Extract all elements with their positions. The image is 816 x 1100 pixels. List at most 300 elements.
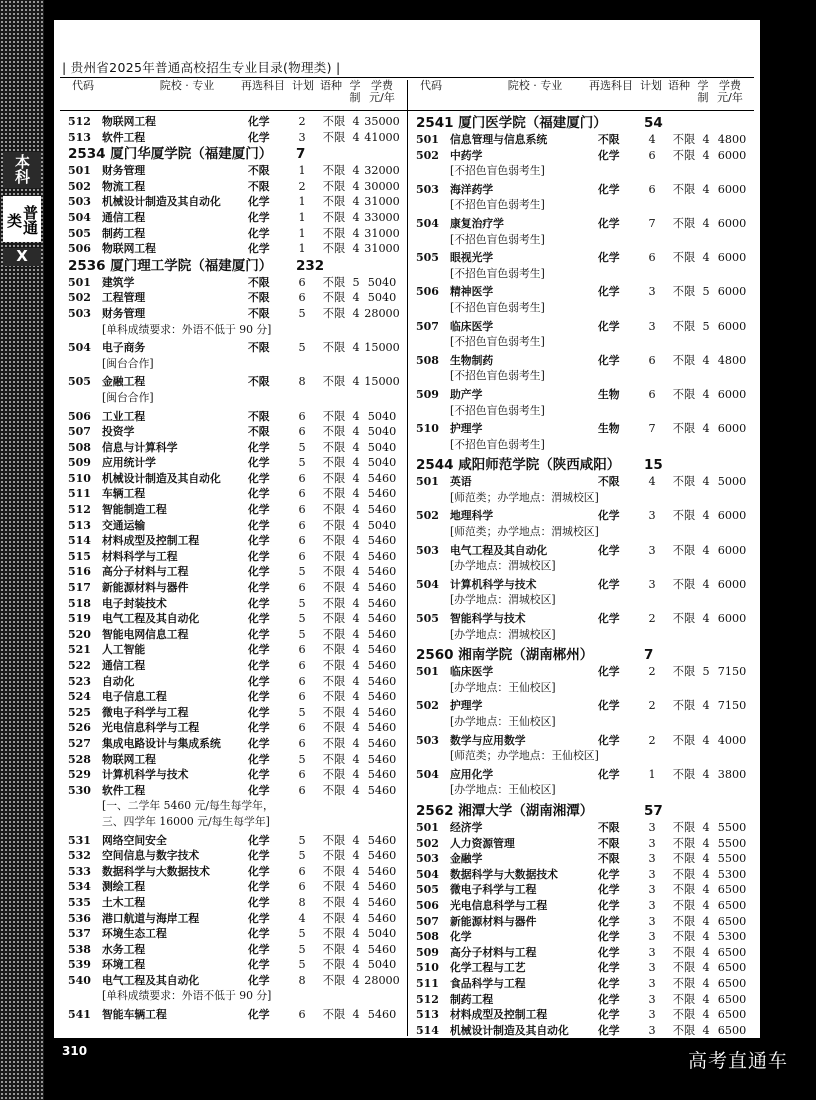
- language: 不限: [322, 549, 346, 563]
- years: 4: [352, 440, 360, 454]
- major-code: 501: [68, 164, 91, 178]
- plan-count: 6: [298, 409, 306, 423]
- tuition-fee: 3800: [717, 767, 747, 781]
- language: 不限: [672, 182, 696, 196]
- tuition-fee: 4800: [717, 353, 747, 367]
- major-code: 501: [416, 475, 439, 489]
- plan-count: 2: [648, 699, 656, 713]
- plan-count: 3: [648, 945, 656, 959]
- years: 4: [352, 471, 360, 485]
- table-row: [68, 502, 403, 518]
- language: 不限: [672, 319, 696, 333]
- years: 4: [352, 927, 360, 941]
- years: 4: [352, 768, 360, 782]
- major-code: 501: [68, 275, 91, 289]
- plan-count: 6: [298, 1008, 306, 1022]
- major-name: 助产学: [450, 387, 483, 401]
- note-text: [办学地点：渭城校区]: [450, 559, 556, 573]
- major-name: 智能制造工程: [102, 503, 167, 517]
- language: 不限: [322, 627, 346, 641]
- major-name: 环境生态工程: [102, 927, 167, 941]
- major-name: 新能源材料与器件: [450, 914, 537, 928]
- school-name: 2560 湘南学院（湖南郴州）: [416, 647, 594, 664]
- years: 4: [352, 565, 360, 579]
- note-text: [不招色盲色弱考生]: [450, 437, 545, 451]
- table-row: [68, 424, 403, 440]
- major-code: 512: [416, 992, 439, 1006]
- major-note: [416, 714, 756, 730]
- language: 不限: [672, 612, 696, 626]
- subject-requirement: 不限: [598, 836, 620, 850]
- plan-count: 2: [648, 612, 656, 626]
- subject-requirement: 化学: [598, 543, 620, 557]
- language: 不限: [672, 836, 696, 850]
- table-row: [68, 833, 403, 849]
- years: 4: [352, 409, 360, 423]
- plan-count: 8: [298, 375, 306, 389]
- note-text: [师范类；办学地点：王仙校区]: [450, 749, 599, 763]
- tuition-fee: 28000: [364, 306, 400, 320]
- language: 不限: [672, 867, 696, 881]
- language: 不限: [672, 976, 696, 990]
- major-code: 501: [416, 820, 439, 834]
- subject-requirement: 化学: [248, 115, 270, 128]
- table-row: [68, 275, 403, 291]
- table-row: [416, 882, 756, 898]
- major-name: 投资学: [102, 425, 135, 439]
- subject-requirement: 化学: [598, 930, 620, 944]
- tuition-fee: 5460: [367, 833, 397, 847]
- table-row: [416, 867, 756, 883]
- language: 不限: [322, 736, 346, 750]
- tuition-fee: 5500: [717, 836, 747, 850]
- years: 4: [702, 543, 710, 557]
- years: 4: [352, 503, 360, 517]
- tuition-fee: 4000: [717, 733, 747, 747]
- table-row: [416, 182, 756, 198]
- col-code: 代码: [72, 79, 94, 92]
- language: 不限: [322, 942, 346, 956]
- plan-count: 3: [648, 509, 656, 523]
- language: 不限: [322, 471, 346, 485]
- subject-requirement: 化学: [248, 210, 270, 224]
- language: 不限: [672, 422, 696, 436]
- plan-count: 5: [298, 958, 306, 972]
- major-note: [416, 490, 756, 506]
- language: 不限: [322, 275, 346, 289]
- years: 4: [352, 179, 360, 193]
- major-name: 机械设计制造及其自动化: [102, 471, 221, 485]
- table-row: [68, 226, 403, 242]
- plan-count: 2: [298, 115, 306, 128]
- subject-requirement: 化学: [248, 1008, 270, 1022]
- language: 不限: [322, 456, 346, 470]
- major-name: 应用化学: [450, 767, 494, 781]
- years: 4: [702, 733, 710, 747]
- plan-count: 3: [648, 1008, 656, 1022]
- major-note: [416, 163, 756, 179]
- subject-requirement: 不限: [248, 275, 270, 289]
- table-row: [68, 163, 403, 179]
- tuition-fee: 28000: [364, 973, 400, 987]
- language: 不限: [322, 783, 346, 797]
- tuition-fee: 41000: [364, 130, 400, 144]
- major-note: [68, 390, 403, 406]
- years: 4: [352, 164, 360, 178]
- tuition-fee: 6000: [717, 543, 747, 557]
- years: 4: [702, 148, 710, 162]
- subject-requirement: 不限: [248, 306, 270, 320]
- years: 4: [352, 880, 360, 894]
- major-name: 食品科学与工程: [450, 976, 526, 990]
- major-code: 537: [68, 927, 91, 941]
- plan-count: 5: [298, 456, 306, 470]
- major-code: 516: [68, 565, 91, 579]
- table-row: [416, 851, 756, 867]
- major-name: 智能科学与技术: [450, 612, 526, 626]
- language: 不限: [322, 674, 346, 688]
- language: 不限: [322, 721, 346, 735]
- plan-count: 6: [298, 503, 306, 517]
- major-name: 材料成型及控制工程: [450, 1008, 548, 1022]
- subject-requirement: 化学: [248, 440, 270, 454]
- major-code: 513: [416, 1008, 439, 1022]
- plan-count: 3: [648, 1023, 656, 1037]
- note-text: [单科成绩要求：外语不低于 90 分]: [102, 989, 272, 1003]
- tuition-fee: 5500: [717, 820, 747, 834]
- subject-requirement: 化学: [598, 976, 620, 990]
- language: 不限: [672, 820, 696, 834]
- tuition-fee: 6500: [717, 1023, 747, 1037]
- table-row: [68, 471, 403, 487]
- major-code: 507: [416, 319, 439, 333]
- plan-count: 3: [648, 285, 656, 299]
- note-text: [不招色盲色弱考生]: [450, 266, 545, 280]
- subject-requirement: 不限: [598, 475, 620, 489]
- tuition-fee: 5460: [367, 581, 397, 595]
- table-row: [68, 926, 403, 942]
- major-name: 财务管理: [102, 164, 146, 178]
- col-language: 语种: [320, 79, 342, 92]
- subject-requirement: 化学: [248, 503, 270, 517]
- major-note: [416, 524, 756, 540]
- major-code: 507: [416, 914, 439, 928]
- plan-count: 6: [298, 721, 306, 735]
- table-row: [68, 409, 403, 425]
- plan-count: 5: [298, 833, 306, 847]
- col-school-major: 院校 · 专业: [159, 79, 215, 92]
- major-name: 眼视光学: [450, 251, 494, 265]
- years: 4: [702, 930, 710, 944]
- major-name: 智能车辆工程: [102, 1008, 167, 1022]
- note-text: [不招色盲色弱考生]: [450, 369, 545, 383]
- note-text: [不招色盲色弱考生]: [450, 403, 545, 417]
- major-name: 交通运输: [102, 518, 146, 532]
- subject-requirement: 化学: [248, 911, 270, 925]
- years: 4: [702, 699, 710, 713]
- major-name: 金融学: [450, 852, 483, 866]
- major-code: 502: [68, 291, 91, 305]
- language: 不限: [672, 251, 696, 265]
- tuition-fee: 5460: [367, 721, 397, 735]
- major-name: 电子商务: [102, 341, 146, 355]
- language: 不限: [322, 752, 346, 766]
- subject-requirement: 化学: [598, 251, 620, 265]
- tuition-fee: 35000: [364, 115, 400, 128]
- language: 不限: [322, 596, 346, 610]
- school-name: 2541 厦门医学院（福建厦门）: [416, 115, 607, 131]
- table-row: [416, 698, 756, 714]
- subject-requirement: 化学: [598, 612, 620, 626]
- school-plan: 15: [644, 457, 663, 474]
- plan-count: 1: [298, 242, 306, 256]
- subject-requirement: 化学: [248, 471, 270, 485]
- tuition-fee: 5460: [367, 705, 397, 719]
- school-plan: 232: [296, 257, 325, 274]
- tuition-fee: 5460: [367, 612, 397, 626]
- subject-requirement: 化学: [598, 898, 620, 912]
- language: 不限: [672, 883, 696, 897]
- table-row: [68, 895, 403, 911]
- table-row: [68, 290, 403, 306]
- plan-count: 5: [298, 612, 306, 626]
- major-name: 中药学: [450, 148, 483, 162]
- major-code: 504: [416, 577, 439, 591]
- major-code: 509: [416, 945, 439, 959]
- plan-count: 6: [298, 518, 306, 532]
- major-name: 网络空间安全: [102, 833, 167, 847]
- major-name: 工业工程: [102, 409, 146, 423]
- major-name: 物联网工程: [102, 242, 156, 256]
- language: 不限: [672, 353, 696, 367]
- major-name: 应用统计学: [102, 456, 156, 470]
- years: 4: [702, 820, 710, 834]
- major-name: 制药工程: [102, 226, 146, 240]
- table-row: [68, 518, 403, 534]
- subject-requirement: 化学: [598, 883, 620, 897]
- subject-requirement: 化学: [248, 534, 270, 548]
- plan-count: 3: [648, 577, 656, 591]
- plan-count: 6: [298, 425, 306, 439]
- major-code: 519: [68, 612, 91, 626]
- table-row: [68, 130, 403, 146]
- major-code: 504: [68, 210, 91, 224]
- col-plan: 计划: [640, 79, 662, 92]
- major-name: 护理学: [450, 422, 483, 436]
- language: 不限: [322, 833, 346, 847]
- note-text: [办学地点：渭城校区]: [450, 593, 556, 607]
- major-name: 临床医学: [450, 319, 494, 333]
- table-row: [416, 508, 756, 524]
- years: 4: [702, 475, 710, 489]
- language: 不限: [322, 242, 346, 256]
- plan-count: 3: [648, 976, 656, 990]
- table-row: [68, 705, 403, 721]
- major-name: 物联网工程: [102, 752, 156, 766]
- subject-requirement: 化学: [598, 699, 620, 713]
- tuition-fee: 31000: [364, 242, 400, 256]
- note-text: [闽台合作]: [102, 390, 154, 404]
- language: 不限: [322, 164, 346, 178]
- school-heading: [68, 145, 403, 163]
- language: 不限: [672, 992, 696, 1006]
- major-code: 506: [416, 898, 439, 912]
- tuition-fee: 31000: [364, 226, 400, 240]
- table-row: [416, 387, 756, 403]
- table-row: [416, 960, 756, 976]
- language: 不限: [322, 973, 346, 987]
- years: 4: [352, 958, 360, 972]
- years: 4: [352, 612, 360, 626]
- language: 不限: [322, 705, 346, 719]
- plan-count: 5: [298, 565, 306, 579]
- years: 4: [702, 992, 710, 1006]
- major-code: 504: [416, 216, 439, 230]
- tuition-fee: 5460: [367, 596, 397, 610]
- subject-requirement: 化学: [248, 880, 270, 894]
- language: 不限: [672, 475, 696, 489]
- years: 4: [352, 425, 360, 439]
- table-row: [68, 374, 403, 390]
- years: 4: [352, 973, 360, 987]
- subject-requirement: 化学: [248, 768, 270, 782]
- years: 4: [352, 306, 360, 320]
- plan-count: 2: [648, 733, 656, 747]
- table-row: [68, 658, 403, 674]
- major-note: [416, 197, 756, 213]
- note-text: [单科成绩要求：外语不低于 90 分]: [102, 322, 272, 336]
- table-row: [68, 752, 403, 768]
- tuition-fee: 6000: [717, 216, 747, 230]
- major-code: 503: [416, 852, 439, 866]
- major-code: 508: [68, 440, 91, 454]
- plan-count: 3: [648, 961, 656, 975]
- language: 不限: [672, 961, 696, 975]
- major-code: 503: [68, 195, 91, 209]
- major-note: [416, 334, 756, 350]
- major-code: 509: [68, 456, 91, 470]
- years: 4: [352, 518, 360, 532]
- watermark-text: 高考直通车: [687, 1050, 788, 1072]
- subject-requirement: 化学: [598, 665, 620, 679]
- major-code: 506: [68, 409, 91, 423]
- major-code: 535: [68, 895, 91, 909]
- major-code: 505: [416, 251, 439, 265]
- table-row: [68, 564, 403, 580]
- major-name: 物流工程: [102, 179, 146, 193]
- years: 4: [702, 509, 710, 523]
- subject-requirement: 化学: [248, 226, 270, 240]
- major-code: 511: [68, 487, 91, 501]
- major-name: 通信工程: [102, 659, 146, 672]
- major-name: 化学工程与工艺: [450, 961, 526, 975]
- tuition-fee: 6000: [717, 612, 747, 626]
- note-text: [办学地点：王仙校区]: [450, 783, 556, 797]
- years: 4: [702, 612, 710, 626]
- school-name: 2562 湘潭大学（湖南湘潭）: [416, 802, 594, 819]
- major-name: 材料科学与工程: [102, 549, 178, 563]
- subject-requirement: 化学: [248, 565, 270, 579]
- major-name: 经济学: [450, 820, 483, 834]
- plan-count: 1: [298, 210, 306, 224]
- years: 4: [352, 752, 360, 766]
- major-name: 集成电路设计与集成系统: [102, 736, 221, 750]
- major-name: 制药工程: [450, 992, 494, 1006]
- page-header-title: | 贵州省2025年普通高校招生专业目录(物理类) |: [62, 60, 341, 75]
- major-name: 工程管理: [102, 291, 146, 305]
- language: 不限: [672, 1008, 696, 1022]
- tuition-fee: 5460: [367, 895, 397, 909]
- tuition-fee: 6000: [717, 387, 747, 401]
- school-heading: [68, 257, 403, 275]
- note-text: [不招色盲色弱考生]: [450, 232, 545, 246]
- years: 4: [352, 456, 360, 470]
- table-row: [68, 1007, 403, 1023]
- major-code: 506: [68, 242, 91, 256]
- school-name: 2536 厦门理工学院（福建厦门）: [68, 257, 273, 274]
- major-name: 软件工程: [102, 130, 146, 144]
- major-code: 503: [416, 182, 439, 196]
- years: 4: [702, 976, 710, 990]
- major-name: 高分子材料与工程: [450, 945, 537, 959]
- tuition-fee: 5460: [367, 565, 397, 579]
- table-row: [68, 911, 403, 927]
- years: 4: [352, 596, 360, 610]
- tuition-fee: 5040: [367, 456, 397, 470]
- tuition-fee: 5460: [367, 942, 397, 956]
- plan-count: 6: [298, 487, 306, 501]
- tuition-fee: 7150: [717, 699, 747, 713]
- table-row: [68, 879, 403, 895]
- plan-count: 3: [648, 992, 656, 1006]
- language: 不限: [322, 927, 346, 941]
- language: 不限: [322, 425, 346, 439]
- major-code: 518: [68, 596, 91, 610]
- major-code: 540: [68, 973, 91, 987]
- subject-requirement: 化学: [598, 285, 620, 299]
- language: 不限: [322, 487, 346, 501]
- years: 4: [702, 133, 710, 146]
- subject-requirement: 化学: [248, 581, 270, 595]
- note-text: [不招色盲色弱考生]: [450, 300, 545, 314]
- major-code: 501: [416, 133, 439, 146]
- major-note: [416, 592, 756, 608]
- table-row: [68, 783, 403, 799]
- years: 4: [352, 210, 360, 224]
- major-name: 建筑学: [102, 275, 135, 289]
- plan-count: 1: [298, 195, 306, 209]
- major-code: 509: [416, 387, 439, 401]
- plan-count: 4: [648, 475, 656, 489]
- catalog-page: [54, 20, 760, 1038]
- language: 不限: [322, 849, 346, 863]
- language: 不限: [672, 945, 696, 959]
- table-row: [68, 340, 403, 356]
- major-code: 527: [68, 736, 91, 750]
- subject-requirement: 化学: [248, 612, 270, 626]
- table-row: [416, 929, 756, 945]
- major-name: 空间信息与数字技术: [102, 849, 200, 863]
- tuition-fee: 5460: [367, 643, 397, 657]
- note-text: [闽台合作]: [102, 356, 154, 370]
- major-code: 512: [68, 115, 91, 128]
- plan-count: 3: [648, 914, 656, 928]
- years: 4: [702, 1023, 710, 1037]
- table-row: [68, 957, 403, 973]
- tuition-fee: 6500: [717, 883, 747, 897]
- plan-count: 3: [648, 836, 656, 850]
- subject-requirement: 生物: [598, 422, 620, 436]
